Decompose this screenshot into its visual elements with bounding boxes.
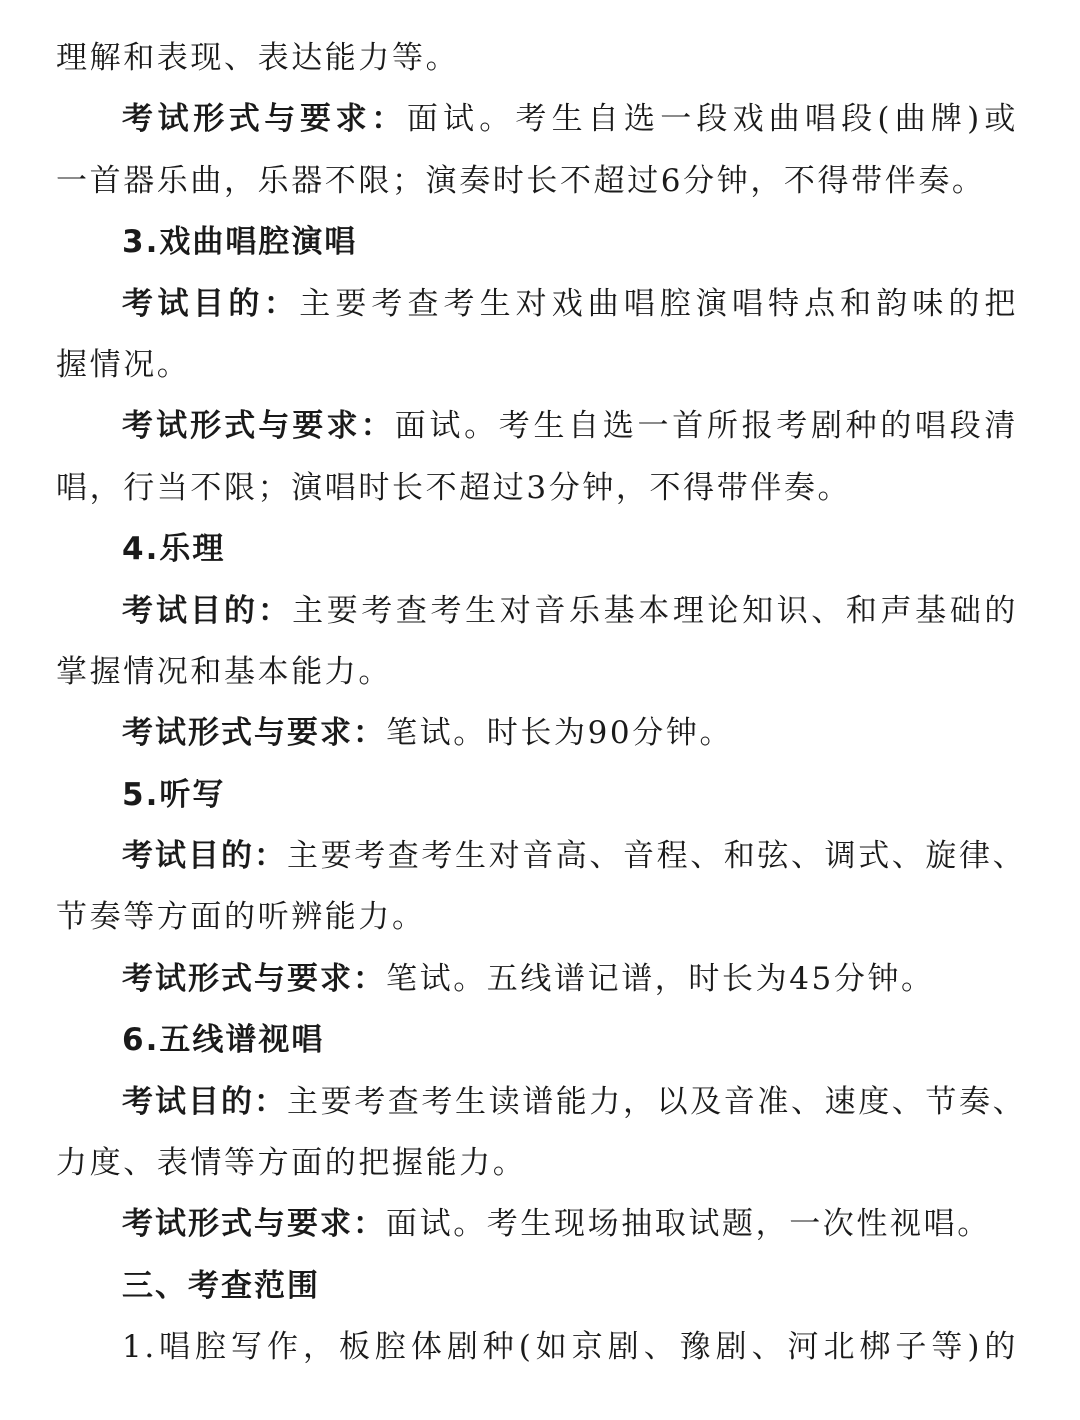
section-heading-5: 5.听写: [122, 776, 226, 813]
exam-purpose-line: [56, 1072, 1027, 1133]
text-span: 面试。考生现场抽取试题，一次性视唱。: [386, 1206, 991, 1243]
section-heading-scope: 三、考查范围: [122, 1267, 320, 1304]
text-line: 握情况。: [56, 346, 191, 383]
text-line: 1.唱腔写作，板腔体剧种(如京剧、豫剧、河北梆子等)的: [122, 1329, 1018, 1366]
label-exam-format: 考试形式与要求：: [122, 408, 395, 445]
text-span: 面试。考生自选一段戏曲唱段(曲牌)或: [406, 101, 1018, 138]
exam-format-line: [56, 949, 1018, 1010]
text-line: 一首器乐曲，乐器不限；演奏时长不超过6分钟，不得带伴奏。: [56, 162, 986, 199]
exam-purpose-line: [56, 581, 1018, 642]
exam-purpose-line: [56, 826, 1027, 887]
exam-format-line: [56, 703, 1018, 764]
exam-format-line: [56, 1194, 1018, 1255]
label-exam-purpose: 考试目的：: [122, 1083, 287, 1120]
text-span: 主要考查考生对音乐基本理论知识、和声基础的: [292, 592, 1018, 629]
text-line: 力度、表情等方面的把握能力。: [56, 1145, 527, 1182]
section-heading-3: 3.戏曲唱腔演唱: [122, 224, 358, 261]
label-exam-format: 考试形式与要求：: [122, 715, 386, 752]
label-exam-format: 考试形式与要求：: [122, 1206, 386, 1243]
label-exam-format: 考试形式与要求：: [122, 960, 386, 997]
section-heading-6: 6.五线谱视唱: [122, 1022, 325, 1059]
exam-format-line: [56, 396, 1018, 457]
document-page: [56, 28, 1027, 1379]
text-line: 节奏等方面的听辨能力。: [56, 899, 426, 936]
text-line: 唱，行当不限；演唱时长不超过3分钟，不得带伴奏。: [56, 469, 852, 506]
label-exam-purpose: 考试目的：: [122, 592, 293, 629]
text-span: 主要考查考生对音高、音程、和弦、调式、旋律、: [287, 838, 1027, 875]
label-exam-purpose: 考试目的：: [122, 285, 300, 322]
text-span: 笔试。时长为90分钟。: [386, 715, 734, 752]
text-span: 笔试。五线谱记谱，时长为45分钟。: [386, 960, 935, 997]
text-line: 掌握情况和基本能力。: [56, 653, 392, 690]
label-exam-purpose: 考试目的：: [122, 838, 287, 875]
text-span: 主要考查考生读谱能力，以及音准、速度、节奏、: [287, 1083, 1027, 1120]
text-line: 理解和表现、表达能力等。: [56, 40, 460, 76]
text-span: 主要考查考生对戏曲唱腔演唱特点和韵味的把: [299, 285, 1019, 322]
exam-purpose-line: [56, 274, 1018, 335]
text-span: 面试。考生自选一首所报考剧种的唱段清: [394, 408, 1018, 445]
section-heading-4: 4.乐理: [122, 531, 226, 568]
label-exam-format: 考试形式与要求：: [122, 101, 407, 138]
exam-format-line: [56, 89, 1018, 150]
